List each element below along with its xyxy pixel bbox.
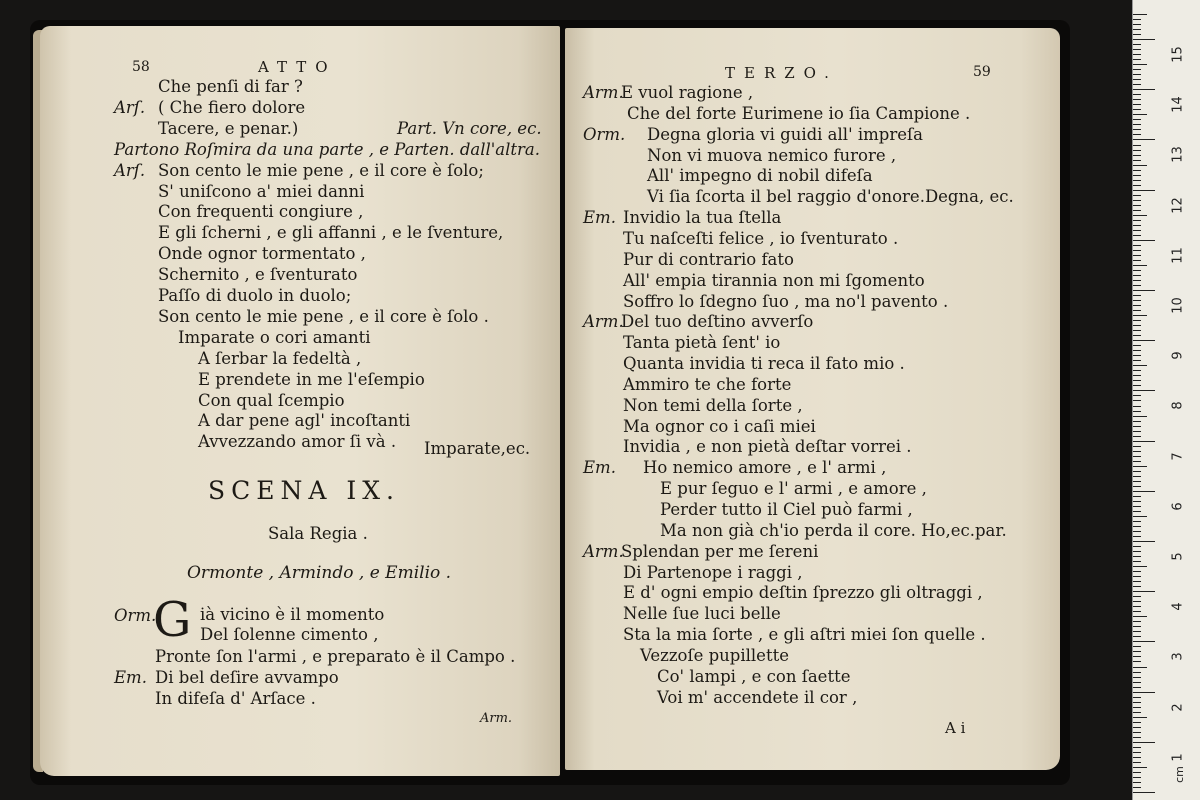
ruler-tick xyxy=(1133,79,1141,80)
ruler-tick xyxy=(1133,596,1141,597)
ruler-tick xyxy=(1133,19,1141,20)
ruler-tick xyxy=(1133,737,1141,738)
ruler-tick xyxy=(1133,742,1155,743)
ruler-tick xyxy=(1133,621,1141,622)
ruler-tick xyxy=(1133,150,1141,151)
verse-line: Paſſo di duolo in duolo; xyxy=(158,286,352,305)
ruler-tick xyxy=(1133,536,1141,537)
ruler-label: 9 xyxy=(1170,351,1186,360)
ruler-tick xyxy=(1133,275,1141,276)
left-cue-imparate: Imparate,ec. xyxy=(424,439,531,458)
ruler-tick xyxy=(1133,380,1141,381)
ruler-tick xyxy=(1133,641,1155,642)
ruler-tick xyxy=(1133,84,1141,85)
ruler-tick xyxy=(1133,295,1141,296)
verse-line: Invidio la tua ſtella xyxy=(623,208,782,228)
ruler-tick xyxy=(1133,451,1141,452)
verse-line: Schernito , e ſventurato xyxy=(158,265,358,285)
verse-line: E prendete in me l'eſempio xyxy=(198,369,425,389)
ruler-tick xyxy=(1133,411,1141,412)
ruler-tick xyxy=(1133,616,1147,617)
em-line-1: Di bel deſire avvampo xyxy=(155,668,339,687)
verse-line: Che penſi di far ? xyxy=(158,77,303,96)
ruler-tick xyxy=(1133,245,1141,246)
ruler-tick xyxy=(1133,601,1141,602)
verse-line: E pur ſeguo e l' armi , e amore , xyxy=(660,479,927,499)
verse-line: All' empia tirannia non mi ſgomento xyxy=(623,270,925,290)
ruler-tick xyxy=(1133,400,1141,401)
ruler-tick xyxy=(1133,325,1141,326)
ruler-tick xyxy=(1133,89,1155,90)
verse-line: Con qual ſcempio xyxy=(198,390,345,410)
ruler-tick xyxy=(1133,677,1141,678)
verse-line: Avvezzando amor ſi và . xyxy=(198,432,397,452)
ruler-tick xyxy=(1133,385,1141,386)
ruler-tick xyxy=(1133,762,1141,763)
speaker-label: Arm. xyxy=(583,83,624,102)
ruler-tick xyxy=(1133,476,1141,477)
ruler-tick xyxy=(1133,285,1141,286)
ruler-tick xyxy=(1133,230,1141,231)
ruler-tick xyxy=(1133,270,1141,271)
ruler-tick xyxy=(1133,225,1141,226)
ruler-label: 4 xyxy=(1170,602,1186,611)
ruler-tick xyxy=(1133,606,1141,607)
verse-line: Ma non già ch'io perda il core. Ho,ec.par. xyxy=(660,520,1007,540)
ruler-label: 2 xyxy=(1170,702,1186,712)
verse-line: E vuol ragione , xyxy=(621,83,754,102)
orm-line-3: Pronte ſon l'armi , e preparato è il Campo . xyxy=(155,647,516,666)
ruler-tick xyxy=(1133,345,1141,346)
verse-line: All' impegno di nobil difeſa xyxy=(647,166,873,186)
verse-line: Vezzoſe pupillette xyxy=(640,645,789,665)
stage-direction: Partono Roſmira da una parte , e Parten. dall'altra. xyxy=(114,139,541,159)
ruler-tick xyxy=(1133,611,1141,612)
ruler-tick xyxy=(1133,49,1141,50)
verse-line: E gli ſcherni , e gli affanni , e le ſventure, xyxy=(158,223,504,243)
ruler-tick xyxy=(1133,526,1141,527)
ruler-tick xyxy=(1133,727,1141,728)
orm-line-1: ià vicino è il momento xyxy=(200,605,385,624)
ruler-tick xyxy=(1133,350,1141,351)
ruler-tick xyxy=(1133,767,1147,768)
ruler-tick xyxy=(1133,375,1141,376)
verse-line: Ma ognor co i caſi miei xyxy=(623,416,816,436)
verse-line: Son cento le mie pene , e il core è ſolo . xyxy=(158,306,489,326)
speaker-label: Arſ. xyxy=(114,97,146,117)
ruler-tick xyxy=(1133,491,1155,492)
ruler-tick xyxy=(1133,426,1141,427)
ruler-tick xyxy=(1133,129,1141,130)
speaker-label: Em. xyxy=(583,458,616,478)
ruler-label: 10 xyxy=(1170,297,1186,314)
right-running-head: TERZO. xyxy=(725,64,838,82)
ruler-tick xyxy=(1133,360,1141,361)
ruler-tick xyxy=(1133,109,1141,110)
ruler-tick xyxy=(1133,220,1141,221)
ruler-tick xyxy=(1133,200,1141,201)
verse-line: Ammiro te che forte xyxy=(623,374,792,394)
measuring-ruler xyxy=(1132,0,1200,800)
verse-line: Co' lampi , e con ſaette xyxy=(657,666,851,686)
ruler-tick xyxy=(1133,712,1141,713)
verse-line: Vi ſia ſcorta il bel raggio d'onore.Degna, ec. xyxy=(647,187,1014,207)
ruler-tick xyxy=(1133,175,1141,176)
ruler-tick xyxy=(1133,195,1141,196)
verse-line: Che del forte Eurimene io ſia Campione . xyxy=(627,103,971,123)
verse-line: Imparate o cori amanti xyxy=(178,327,371,347)
ruler-tick xyxy=(1133,486,1141,487)
ruler-tick xyxy=(1133,682,1141,683)
ruler-tick xyxy=(1133,787,1141,788)
ruler-tick xyxy=(1133,390,1155,391)
speaker-label: Arm. xyxy=(583,541,624,561)
ruler-label: 5 xyxy=(1170,552,1186,561)
scene-characters: Ormonte , Armindo , e Emilio . xyxy=(187,563,452,583)
ruler-tick xyxy=(1133,54,1141,55)
ruler-label: 15 xyxy=(1170,46,1186,63)
ruler-tick xyxy=(1133,119,1141,120)
verse-line: Pur di contrario fato xyxy=(623,249,794,269)
ruler-label: 7 xyxy=(1170,452,1186,461)
drop-capital: G xyxy=(153,592,192,648)
ruler-tick xyxy=(1133,185,1141,186)
verse-line: Sta la mia ſorte , e gli aſtri miei ſon quelle . xyxy=(623,625,986,645)
ruler-tick xyxy=(1133,14,1147,15)
ruler-tick xyxy=(1133,235,1141,236)
ruler-tick xyxy=(1133,466,1147,467)
ruler-tick xyxy=(1133,777,1141,778)
ruler-tick xyxy=(1133,576,1141,577)
left-page xyxy=(40,26,560,776)
ruler-tick xyxy=(1133,114,1147,115)
ruler-label: 3 xyxy=(1170,652,1186,662)
ruler-tick xyxy=(1133,506,1141,507)
ruler-tick xyxy=(1133,335,1141,336)
verse-line: Non temi della ſorte , xyxy=(623,395,803,415)
verse-line: Non vi muova nemico furore , xyxy=(647,145,897,165)
ruler-tick xyxy=(1133,556,1141,557)
verse-line: Voi m' accendete il cor , xyxy=(657,687,858,707)
verse-line: A ſerbar la fedeltà , xyxy=(198,348,362,368)
ruler-tick xyxy=(1133,104,1141,105)
right-page xyxy=(565,28,1060,770)
ruler-tick xyxy=(1133,124,1141,125)
ruler-tick xyxy=(1133,752,1141,753)
ruler-tick xyxy=(1133,210,1141,211)
verse-line: Splendan per me ſereni xyxy=(621,541,819,561)
ruler-tick xyxy=(1133,496,1141,497)
ruler-tick xyxy=(1133,34,1141,35)
ruler-tick xyxy=(1133,165,1147,166)
ruler-tick xyxy=(1133,461,1141,462)
ruler-tick xyxy=(1133,406,1141,407)
ruler-tick xyxy=(1133,516,1147,517)
ruler-tick xyxy=(1133,667,1147,668)
right-page-number: 59 xyxy=(973,64,991,80)
left-cue-part: Part. Vn core, ec. xyxy=(397,119,542,138)
catchword: Arm. xyxy=(480,711,513,726)
verse-line: Perder tutto il Ciel può farmi , xyxy=(660,500,913,519)
speaker-em: Em. xyxy=(114,668,147,687)
speaker-label: Orm. xyxy=(583,124,626,144)
ruler-tick xyxy=(1133,29,1141,30)
ruler-label: 13 xyxy=(1170,146,1186,164)
ruler-tick xyxy=(1133,330,1141,331)
ruler-label: 11 xyxy=(1170,247,1186,264)
verse-line: Son cento le mie pene , e il core è ſolo; xyxy=(158,160,484,180)
ruler-tick xyxy=(1133,260,1141,261)
speaker-orm: Orm. xyxy=(114,606,157,625)
ruler-tick xyxy=(1133,531,1141,532)
ruler-tick xyxy=(1133,732,1141,733)
ruler-tick xyxy=(1133,355,1141,356)
ruler-tick xyxy=(1133,697,1141,698)
ruler-tick xyxy=(1133,99,1141,100)
ruler-tick xyxy=(1133,69,1141,70)
speaker-label: Arm. xyxy=(583,312,624,332)
verse-line: Soffro lo ſdegno ſuo , ma no'l pavento . xyxy=(623,291,949,311)
ruler-label: 1 xyxy=(1170,753,1186,762)
ruler-tick xyxy=(1133,511,1141,512)
ruler-tick xyxy=(1133,521,1141,522)
ruler-tick xyxy=(1133,591,1155,592)
speaker-label: Em. xyxy=(583,208,616,228)
ruler-tick xyxy=(1133,265,1147,266)
ruler-tick xyxy=(1133,481,1141,482)
ruler-tick xyxy=(1133,280,1141,281)
ruler-tick xyxy=(1133,436,1141,437)
ruler-tick xyxy=(1133,626,1141,627)
ruler-tick xyxy=(1133,94,1141,95)
ruler-tick xyxy=(1133,431,1141,432)
ruler-tick xyxy=(1133,456,1141,457)
ruler-tick xyxy=(1133,134,1141,135)
ruler-tick xyxy=(1133,446,1141,447)
ruler-tick xyxy=(1133,416,1147,417)
ruler-tick xyxy=(1133,170,1141,171)
ruler-label: 12 xyxy=(1170,196,1186,214)
scene-heading: SCENA IX. xyxy=(208,476,401,505)
ruler-unit: cm xyxy=(1172,766,1186,783)
ruler-tick xyxy=(1133,656,1141,657)
ruler-tick xyxy=(1133,421,1141,422)
verse-line: Con frequenti congiure , xyxy=(158,202,364,222)
ruler-tick xyxy=(1133,315,1147,316)
ruler-tick xyxy=(1133,155,1141,156)
ruler-tick xyxy=(1133,581,1141,582)
ruler-tick xyxy=(1133,190,1155,191)
ruler-tick xyxy=(1133,707,1141,708)
verse-line: Quanta invidia ti reca il fato mio . xyxy=(623,354,905,374)
ruler-tick xyxy=(1133,59,1141,60)
left-page-number: 58 xyxy=(132,59,150,75)
ruler-tick xyxy=(1133,687,1141,688)
orm-line-2: Del ſolenne cimento , xyxy=(200,625,379,644)
ruler-tick xyxy=(1133,702,1141,703)
ruler-tick xyxy=(1133,661,1141,662)
verse-line: Degna gloria vi guidi all' impreſa xyxy=(647,124,923,144)
ruler-tick xyxy=(1133,692,1155,693)
ruler-tick xyxy=(1133,717,1147,718)
verse-line: Del tuo deſtino avverſo xyxy=(621,312,814,332)
ruler-tick xyxy=(1133,305,1141,306)
ruler-tick xyxy=(1133,180,1141,181)
ruler-tick xyxy=(1133,365,1147,366)
ruler-tick xyxy=(1133,340,1155,341)
verse-line: Nelle ſue luci belle xyxy=(623,604,781,624)
ruler-tick xyxy=(1133,651,1141,652)
ruler-tick xyxy=(1133,290,1155,291)
ruler-tick xyxy=(1133,395,1141,396)
ruler-tick xyxy=(1133,541,1155,542)
verse-line: E d' ogni empio deſtin ſprezzo gli oltraggi , xyxy=(623,583,983,603)
scene-place: Sala Regia . xyxy=(268,524,368,543)
ruler-tick xyxy=(1133,782,1141,783)
speaker-label: Arſ. xyxy=(114,160,146,180)
ruler-tick xyxy=(1133,636,1141,637)
ruler-tick xyxy=(1133,370,1141,371)
ruler-tick xyxy=(1133,255,1141,256)
verse-line: Tu naſceſti felice , io ſventurato . xyxy=(623,228,899,248)
verse-line: Ho nemico amore , e l' armi , xyxy=(643,458,887,478)
ruler-tick xyxy=(1133,300,1141,301)
signature-mark: A i xyxy=(945,719,966,737)
ruler-tick xyxy=(1133,561,1141,562)
ruler-tick xyxy=(1133,566,1147,567)
em-line-2: In difeſa d' Arſace . xyxy=(155,689,316,708)
verse-line: Invidia , e non pietà deſtar vorrei . xyxy=(623,437,912,457)
ruler-tick xyxy=(1133,672,1141,673)
ruler-tick xyxy=(1133,757,1141,758)
ruler-tick xyxy=(1133,215,1147,216)
ruler-tick xyxy=(1133,747,1141,748)
ruler-tick xyxy=(1133,792,1155,793)
ruler-tick xyxy=(1133,571,1141,572)
ruler-tick xyxy=(1133,250,1141,251)
ruler-tick xyxy=(1133,501,1141,502)
verse-line: Di Partenope i raggi , xyxy=(623,562,803,582)
ruler-tick xyxy=(1133,546,1141,547)
ruler-tick xyxy=(1133,205,1141,206)
ruler-tick xyxy=(1133,24,1141,25)
ruler-tick xyxy=(1133,586,1141,587)
ruler-tick xyxy=(1133,240,1155,241)
verse-line: S' uniſcono a' miei danni xyxy=(158,181,365,201)
ruler-tick xyxy=(1133,551,1141,552)
left-running-head: ATTO xyxy=(258,58,337,76)
ruler-tick xyxy=(1133,64,1147,65)
ruler-tick xyxy=(1133,74,1141,75)
verse-line: Onde ognor tormentato , xyxy=(158,244,366,264)
ruler-tick xyxy=(1133,320,1141,321)
ruler-tick xyxy=(1133,631,1141,632)
verse-line: Tacere, e penar.) xyxy=(158,118,299,138)
ruler-tick xyxy=(1133,471,1141,472)
ruler-tick xyxy=(1133,310,1141,311)
ruler-tick xyxy=(1133,441,1155,442)
verse-line: A dar pene agl' incoſtanti xyxy=(198,411,411,431)
ruler-tick xyxy=(1133,722,1141,723)
ruler-tick xyxy=(1133,39,1155,40)
ruler-label: 14 xyxy=(1170,96,1186,114)
ruler-label: 6 xyxy=(1170,502,1186,511)
ruler-tick xyxy=(1133,145,1141,146)
ruler-tick xyxy=(1133,139,1155,140)
ruler-label: 8 xyxy=(1170,401,1186,411)
ruler-tick xyxy=(1133,44,1141,45)
ruler-tick xyxy=(1133,772,1141,773)
ruler-tick xyxy=(1133,646,1141,647)
verse-line: Tanta pietà ſent' io xyxy=(623,333,781,353)
verse-line: ( Che fiero dolore xyxy=(158,97,306,117)
ruler-tick xyxy=(1133,160,1141,161)
